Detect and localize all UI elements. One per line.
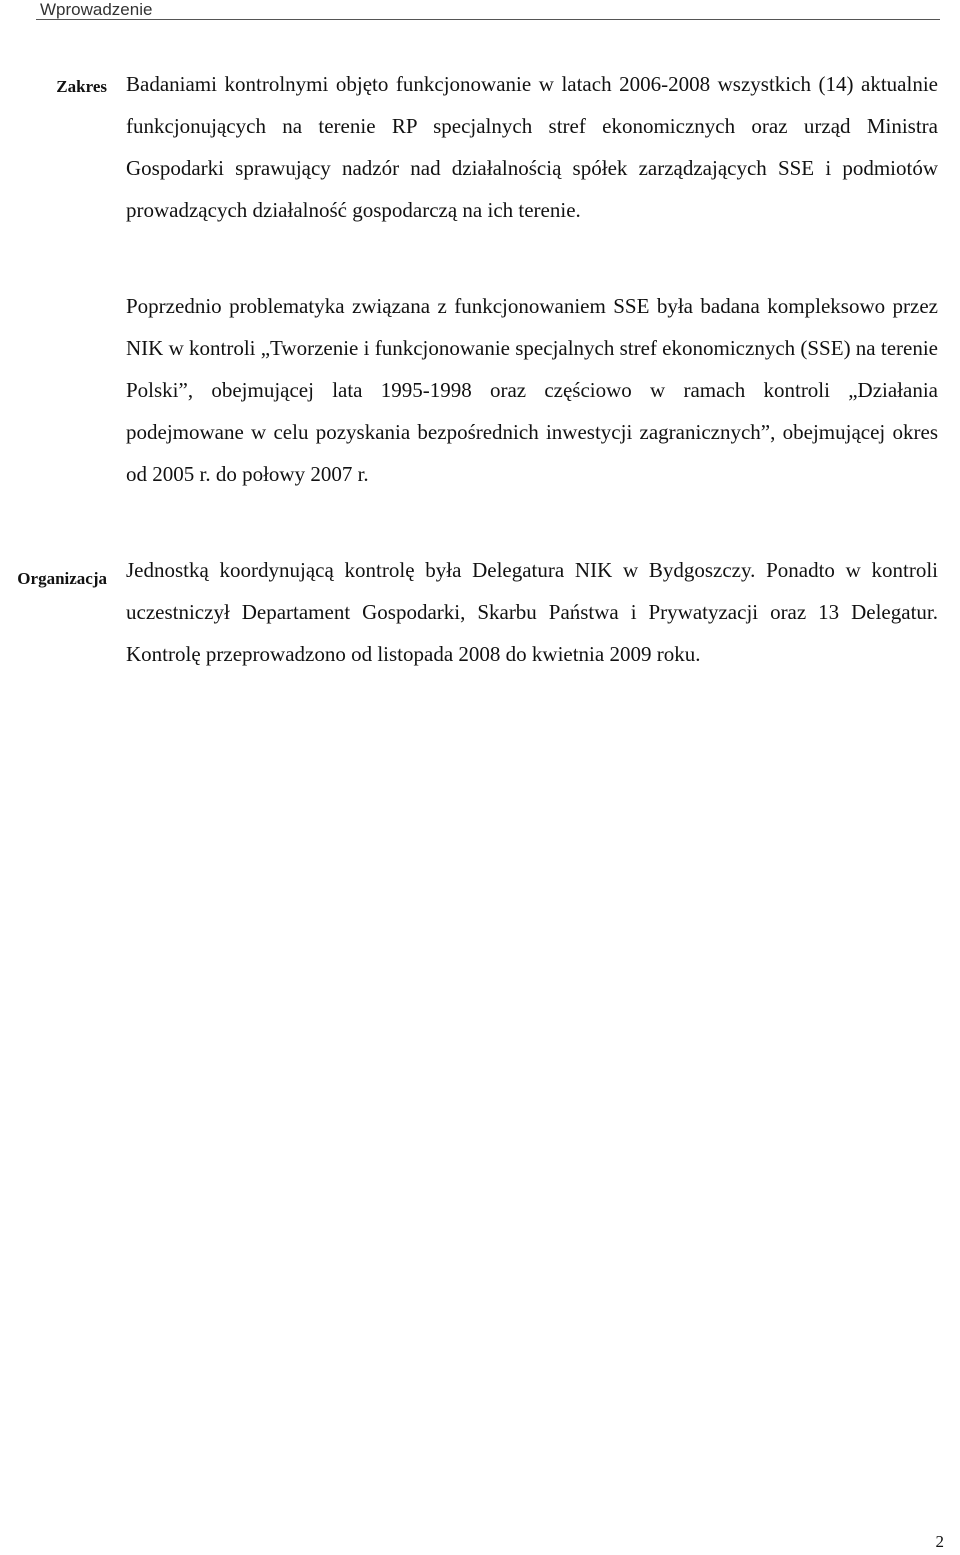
page-header: [36, 0, 940, 20]
margin-label-organizacja: Organizacja: [17, 569, 107, 588]
header-title: Wprowadzenie: [40, 0, 153, 19]
paragraph-organizacja: Jednostką koordynującą kontrolę była Delegatura NIK w Bydgoszczy. Ponadto w kontroli uczestniczył Departament Gospodarki, Skarbu Państwa i Prywatyzacji oraz 13 Delegatur. Kontrolę przeprowadzono od listopada 2008 do kwietnia 2009 roku.: [126, 558, 938, 666]
paragraph-zakres-previous-audits: Poprzednio problematyka związana z funkcjonowaniem SSE była badana kompleksowo przez NIK w kontroli „Tworzenie i funkcjonowanie specjalnych stref ekonomicznych (SSE) na terenie Polski”, obejmującej lata 1995-1998 oraz częściowo w ramach kontroli „Działania podejmowane w celu pozyskania bezpośrednich inwestycji zagranicznych”, obejmującej okres od 2005 r. do połowy 2007 r.: [126, 294, 939, 486]
margin-label-zakres: Zakres: [56, 77, 107, 96]
page-number: 2: [935, 1532, 944, 1551]
paragraph-zakres-scope: Badaniami kontrolnymi objęto funkcjonowanie w latach 2006-2008 wszystkich (14) aktualnie funkcjonujących na terenie RP specjalnych stref ekonomicznych oraz urząd Ministra Gospodarki sprawujący nadzór nad działalnością spółek zarządzających SSE i podmiotów prowadzących działalność gospodarczą na ich terenie.: [126, 72, 938, 222]
